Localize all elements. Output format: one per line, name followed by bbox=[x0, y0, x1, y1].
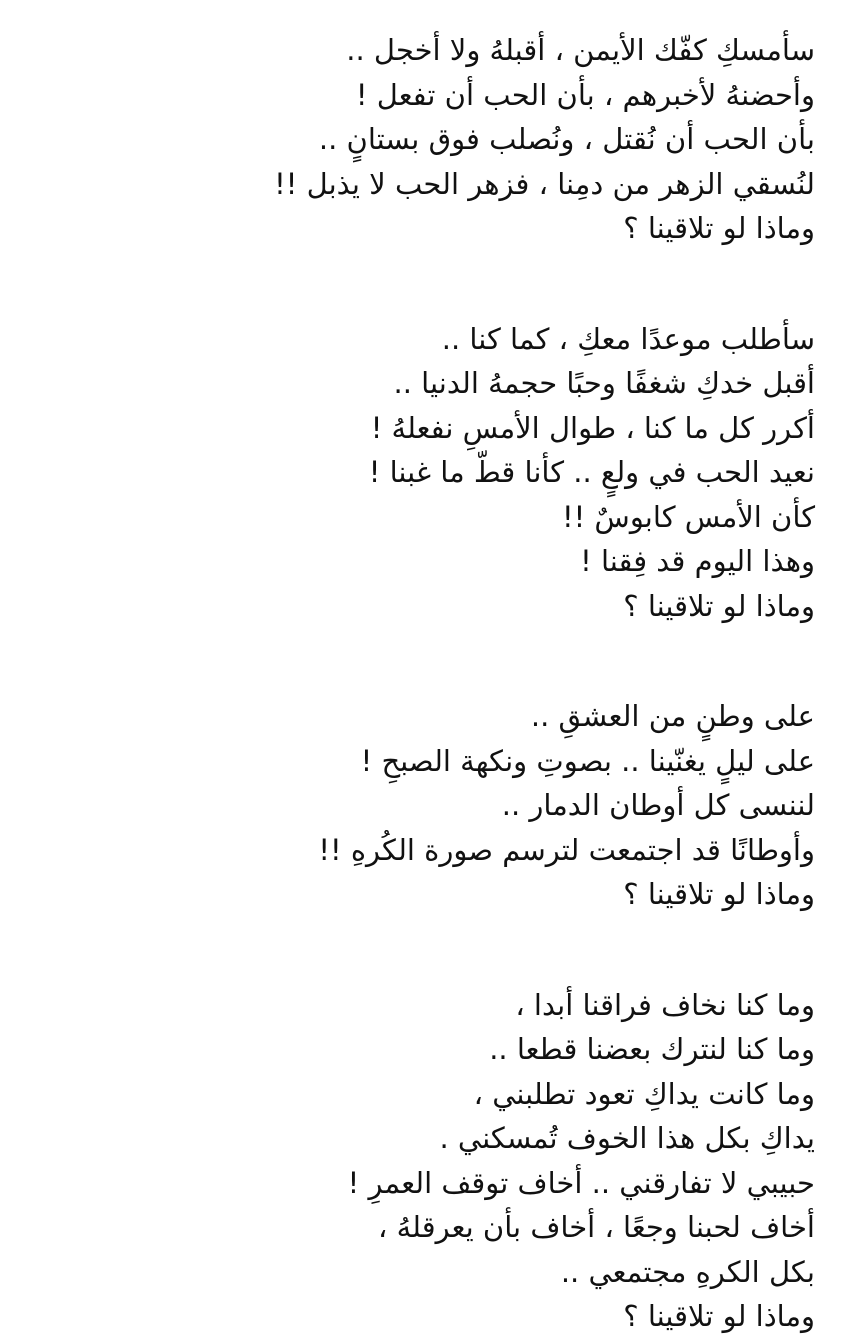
poem-line: سأطلب موعدًا معكِ ، كما كنا .. bbox=[441, 321, 815, 356]
poem-line: وماذا لو تلاقينا ؟ bbox=[623, 588, 815, 623]
poem-line: وهذا اليوم قد فِقنا ! bbox=[580, 544, 815, 578]
poem-line: لنُسقي الزهر من دمِنا ، فزهر الحب لا يذبل !! bbox=[274, 166, 815, 201]
poem-line: أخاف لحبنا وجعًا ، أخاف بأن يعرقلهُ ، bbox=[378, 1210, 815, 1244]
poem-line: وأحضنهُ لأخبرهم ، بأن الحب أن تفعل ! bbox=[355, 77, 815, 112]
poem-line: سأمسكِ كفّك الأيمن ، أقبلهُ ولا أخجل .. bbox=[346, 33, 815, 67]
stanza-2 bbox=[35, 317, 815, 629]
poem-line: أكرر كل ما كنا ، طوال الأمسِ نفعلهُ ! bbox=[370, 410, 815, 445]
poem-line: وأوطانًا قد اجتمعت لترسم صورة الكُرهِ !! bbox=[318, 832, 815, 867]
stanza-1 bbox=[35, 28, 815, 251]
poem-line: على ليلٍ يغنّينا .. بصوتِ ونكهة الصبحِ ! bbox=[360, 743, 815, 778]
poem-line: بأن الحب أن نُقتل ، ونُصلب فوق بستانٍ .. bbox=[318, 122, 815, 156]
poem-line: كأن الأمس كابوسٌ !! bbox=[561, 499, 815, 534]
poem bbox=[35, 28, 815, 1339]
poem-line: بكل الكرهِ مجتمعي .. bbox=[560, 1254, 815, 1289]
poem-line: نعيد الحب في ولعٍ .. كأنا قطّ ما غبنا ! bbox=[368, 455, 815, 489]
poem-line: لننسى كل أوطان الدمار .. bbox=[501, 788, 815, 822]
poem-line: وما كانت يداكِ تعود تطلبني ، bbox=[473, 1076, 815, 1111]
poem-line: يداكِ بكل هذا الخوف تُمسكني . bbox=[439, 1121, 815, 1155]
poem-line: وماذا لو تلاقينا ؟ bbox=[623, 877, 815, 911]
stanza-3 bbox=[35, 694, 815, 917]
poem-line: على وطنٍ من العشقِ .. bbox=[530, 699, 815, 733]
stanza-4 bbox=[35, 983, 815, 1339]
poem-line: وماذا لو تلاقينا ؟ bbox=[623, 1299, 815, 1333]
poem-line: أقبل خدكِ شغفًا وحبًا حجمهُ الدنيا .. bbox=[393, 366, 815, 400]
poem-line: وما كنا نخاف فراقنا أبدا ، bbox=[515, 987, 815, 1022]
poem-line: حبيبي لا تفارقني .. أخاف توقف العمرِ ! bbox=[347, 1165, 815, 1200]
poem-line: وماذا لو تلاقينا ؟ bbox=[623, 211, 815, 245]
poem-line: وما كنا لنترك بعضنا قطعا .. bbox=[489, 1032, 815, 1066]
